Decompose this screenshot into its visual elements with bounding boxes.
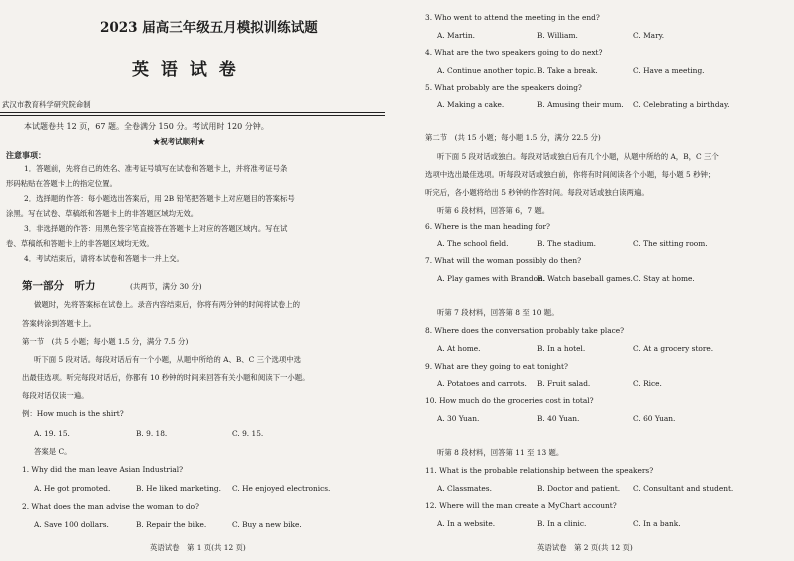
note-line: 4．考试结束后，请将本试卷和答题卡一并上交。 — [24, 254, 184, 263]
question: 6. Where is the man heading for? — [425, 222, 551, 231]
option-a: A. Martin. — [437, 31, 475, 40]
option-b: B. Watch baseball games. — [537, 274, 633, 283]
option-c: C. Buy a new bike. — [232, 520, 302, 529]
section2-heading: 第二节 (共 15 小题；每小题 1.5 分，满分 22.5 分) — [425, 133, 601, 142]
option-a: A. 30 Yuan. — [437, 414, 480, 423]
part1-intro: 做题时，先将答案标在试卷上。录音内容结束后，你将有两分钟的时间将试卷上的 — [34, 300, 301, 309]
option-a: A. Classmates. — [437, 484, 492, 493]
option-a: A. Play games with Brandon. — [437, 274, 546, 283]
option-a: A. Continue another topic. — [437, 66, 537, 75]
question: 5. What probably are the speakers doing? — [425, 83, 582, 92]
question: 8. Where does the conversation probably take place? — [425, 326, 625, 335]
option-c: C. Mary. — [633, 31, 665, 40]
material-6-label: 听第 6 段材料，回答第 6，7 题。 — [437, 206, 550, 215]
option-b: B. 40 Yuan. — [537, 414, 580, 423]
page-footer: 英语试卷 第 1 页(共 12 页) — [150, 543, 246, 552]
example-option-c: C. 9. 15. — [232, 429, 264, 438]
exam-subject: 英 语 试 卷 — [132, 60, 239, 80]
option-a: A. In a website. — [437, 519, 496, 528]
option-c: C. The sitting room. — [633, 239, 708, 248]
exam-info: 本试题卷共 12 页，67 题。全卷满分 150 分。考试用时 120 分钟。 — [24, 122, 269, 131]
note-line: 卷、草稿纸和答题卡上的非答题区域均无效。 — [6, 239, 154, 248]
option-c: C. Stay at home. — [633, 274, 695, 283]
question: 4. What are the two speakers going to do next? — [425, 48, 603, 57]
section2-intro: 听完后，各小题将给出 5 秒钟的作答时间。每段对话或独白读两遍。 — [425, 188, 649, 197]
exam-issuer: 武汉市教育科学研究院命制 — [2, 100, 91, 109]
option-b: B. Fruit salad. — [537, 379, 591, 388]
section1-heading: 第一节 (共 5 小题；每小题 1.5 分，满分 7.5 分) — [22, 337, 189, 346]
section1-intro: 出最佳选项。听完每段对话后，你都有 10 秒钟的时间来回答有关小题和阅读下一小题。 — [22, 373, 310, 382]
question: 7. What will the woman possibly do then? — [425, 256, 582, 265]
note-line: 2．选择题的作答：每小题选出答案后，用 2B 铅笔把答题卡上对应题目的答案标号 — [24, 194, 295, 203]
part1-intro: 答案转涂到答题卡上。 — [22, 319, 96, 328]
option-b: B. In a clinic. — [537, 519, 587, 528]
option-a: A. At home. — [437, 344, 481, 353]
question: 2. What does the man advise the woman to do? — [22, 502, 200, 511]
option-b: B. Amusing their mum. — [537, 100, 624, 109]
option-b: B. In a hotel. — [537, 344, 586, 353]
question: 10. How much do the groceries cost in total? — [425, 396, 594, 405]
question: 12. Where will the man create a MyChart account? — [425, 501, 617, 510]
option-c: C. Have a meeting. — [633, 66, 705, 75]
section1-intro: 每段对话仅读一遍。 — [22, 391, 89, 400]
option-b: B. Doctor and patient. — [537, 484, 621, 493]
material-8-label: 听第 8 段材料，回答第 11 至 13 题。 — [437, 448, 564, 457]
question: 11. What is the probable relationship between the speakers? — [425, 466, 654, 475]
part1-heading: 第一部分 听力 — [22, 280, 96, 292]
option-c: C. At a grocery store. — [633, 344, 714, 353]
question: 3. Who went to attend the meeting in the end? — [425, 13, 600, 22]
option-c: C. In a bank. — [633, 519, 681, 528]
option-c: C. He enjoyed electronics. — [232, 484, 331, 493]
section2-intro: 选项中选出最佳选项。听每段对话或独白前，你将有时间阅读各个小题，每小题 5 秒钟； — [425, 170, 716, 179]
option-a: A. Potatoes and carrots. — [437, 379, 527, 388]
option-a: A. Making a cake. — [437, 100, 505, 109]
option-a: A. The school field. — [437, 239, 509, 248]
option-a: A. He got promoted. — [34, 484, 111, 493]
notes-heading: 注意事项： — [6, 150, 46, 160]
header-rule — [0, 112, 385, 113]
section1-intro: 听下面 5 段对话。每段对话后有一个小题，从题中所给的 A、B、C 三个选项中选 — [34, 355, 302, 364]
option-b: B. Take a break. — [537, 66, 598, 75]
option-b: B. William. — [537, 31, 578, 40]
question: 9. What are they going to eat tonight? — [425, 362, 568, 371]
note-line: 形码粘贴在答题卡上的指定位置。 — [6, 179, 117, 188]
example-option-a: A. 19. 15. — [34, 429, 70, 438]
example-question: 例：How much is the shirt? — [22, 409, 124, 418]
example-answer: 答案是 C。 — [34, 447, 72, 456]
note-line: 涂黑。写在试卷、草稿纸和答题卡上的非答题区域均无效。 — [6, 209, 199, 218]
page-right — [397, 0, 794, 561]
option-c: C. Consultant and student. — [633, 484, 734, 493]
option-c: C. Rice. — [633, 379, 662, 388]
page-footer: 英语试卷 第 2 页(共 12 页) — [537, 543, 633, 552]
question: 1. Why did the man leave Asian Industrial? — [22, 465, 184, 474]
note-line: 3．非选择题的作答：用黑色签字笔直接答在答题卡上对应的答题区域内。写在试 — [24, 224, 288, 233]
option-b: B. The stadium. — [537, 239, 596, 248]
option-b: B. Repair the bike. — [136, 520, 207, 529]
exam-title: 2023 届高三年级五月模拟训练试题 — [100, 20, 318, 36]
option-c: C. Celebrating a birthday. — [633, 100, 730, 109]
exam-wish: ★祝考试顺利★ — [153, 137, 205, 146]
section2-intro: 听下面 5 段对话或独白。每段对话或独白后有几个小题，从题中所给的 A，B，C 三个 — [437, 152, 719, 161]
option-c: C. 60 Yuan. — [633, 414, 676, 423]
material-7-label: 听第 7 段材料，回答第 8 至 10 题。 — [437, 308, 559, 317]
note-line: 1．答题前，先将自己的姓名、准考证号填写在试卷和答题卡上，并将准考证号条 — [24, 164, 288, 173]
option-b: B. He liked marketing. — [136, 484, 221, 493]
option-a: A. Save 100 dollars. — [34, 520, 109, 529]
example-option-b: B. 9. 18. — [136, 429, 168, 438]
header-rule-2 — [0, 115, 385, 116]
part1-heading-note: (共两节，满分 30 分) — [130, 282, 202, 291]
